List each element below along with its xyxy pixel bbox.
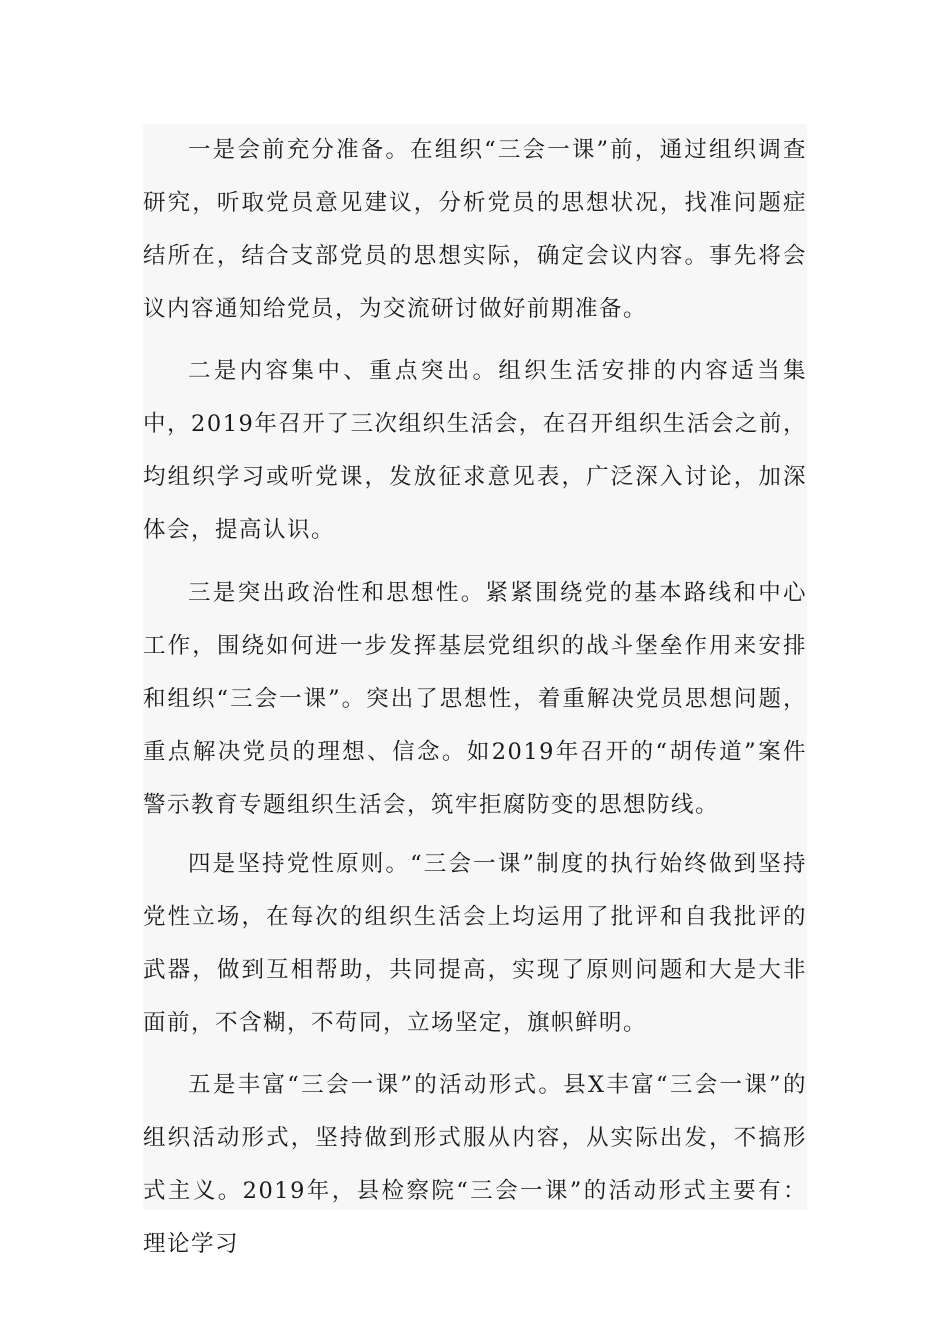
paragraph-meeting-preparation: 一是会前充分准备。在组织“三会一课”前，通过组织调查研究，听取党员意见建议，分析党员的思想状况，找准问题症结所在，结合支部党员的思想实际，确定会议内容。事先将会议内容通知给党员，为交流研讨做好前期准备。 xyxy=(143,137,807,322)
paragraph-political-ideological: 三是突出政治性和思想性。紧紧围绕党的基本路线和中心工作，围绕如何进一步发挥基层党组织的战斗堡垒作用来安排和组织“三会一课”。突出了思想性，着重解决党员思想问题，重点解决党员的理想、信念。如2019年召开的“胡传道”案件警示教育专题组织生活会，筑牢拒腐防变的思想防线。 xyxy=(143,580,807,818)
paragraph-party-principles: 四是坚持党性原则。“三会一课”制度的执行始终做到坚持党性立场，在每次的组织生活会上均运用了批评和自我批评的武器，做到互相帮助，共同提高，实现了原则问题和大是大非面前，不含糊，不苟同，立场坚定，旗帜鲜明。 xyxy=(143,851,807,1036)
paragraph-activity-forms: 五是丰富“三会一课”的活动形式。县X丰富“三会一课”的组织活动形式，坚持做到形式服从内容，从实际出发，不搞形式主义。2019年，县检察院“三会一课”的活动形式主要有：理论学习 xyxy=(143,1072,807,1257)
paragraph-focused-content: 二是内容集中、重点突出。组织生活安排的内容适当集中，2019年召开了三次组织生活会，在召开组织生活会之前，均组织学习或听党课，发放征求意见表，广泛深入讨论，加深体会，提高认识。 xyxy=(143,358,807,543)
